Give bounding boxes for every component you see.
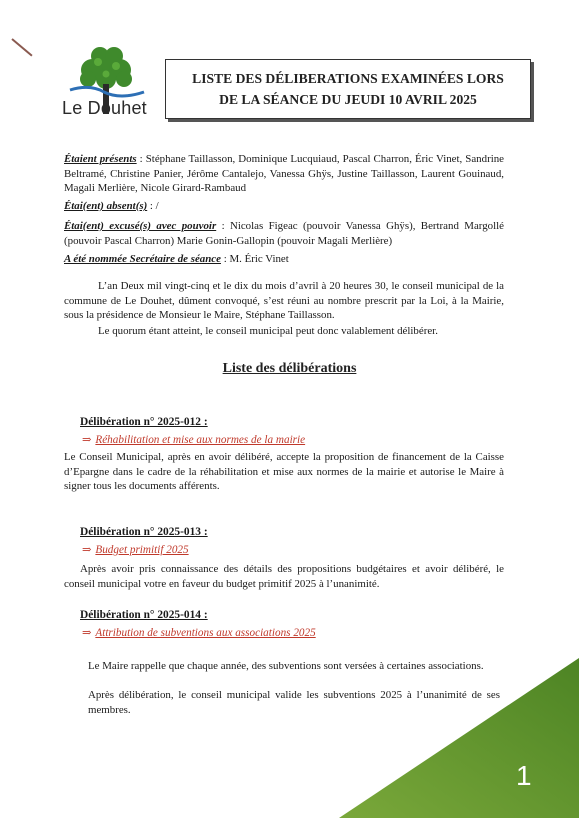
absent-text: : /	[147, 200, 159, 212]
deliberation-subject-012: ⇒ Réhabilitation et mise aux normes de la mairie	[82, 434, 306, 446]
arrow-right-icon: ⇒	[82, 434, 92, 446]
page-number: 1	[516, 760, 532, 791]
section-title: Liste des délibérations	[222, 361, 357, 376]
deliberation-heading-014: Délibération n° 2025-014 :	[80, 609, 208, 621]
quorum-paragraph: Le quorum étant atteint, le conseil municipal peut donc valablement délibérer.	[98, 325, 438, 337]
absent-members	[64, 199, 504, 214]
deliberation-body-012: Le Conseil Municipal, après en avoir délibéré, accepte la proposition de financement de la Caisse d’Epargne dans le cadre de la réhabilitation et mise aux normes de la mairie et autorise le Maire à signer tous les documents afférents.	[64, 451, 504, 493]
deliberation-body-013: Après avoir pris connaissance des détails des propositions budgétaires et avoir délibéré, le conseil municipal votre en faveur du budget primitif 2025 à l’unanimité.	[64, 563, 504, 590]
deliberation-heading-012: Délibération n° 2025-012 :	[80, 416, 208, 428]
arrow-right-icon: ⇒	[82, 544, 92, 556]
excused-text: : Nicolas Figeac (pouvoir Vanessa Ghÿs), Bertrand Margollé (pouvoir Pascal Charron) Marie Gonin-Gallopin (pouvoir Magali Merlière)	[64, 220, 504, 247]
deliberation-body-014-a: Le Maire rappelle que chaque année, des subventions sont versées à certaines associations.	[88, 660, 484, 672]
excused-label: Étai(ent) excusé(s) avec pouvoir	[64, 220, 217, 232]
intro-paragraph: L’an Deux mil vingt-cinq et le dix du mois d’avril à 20 heures 30, le conseil municipal de la commune de Le Douhet, dûment convoqué, s’est réuni au nombre prescrit par la Loi, à la Mairie, sous la présidence de Monsieur le Maire, Stéphane Taillasson.	[64, 280, 504, 322]
deliberation-subject-013: ⇒ Budget primitif 2025	[82, 544, 189, 556]
arrow-right-icon: ⇒	[82, 627, 92, 639]
title-line-2: DE LA SÉANCE DU JEUDI 10 AVRIL 2025	[219, 92, 477, 107]
present-members	[64, 152, 504, 196]
excused-members	[64, 219, 504, 248]
title-line-1: LISTE DES DÉLIBERATIONS EXAMINÉES LORS	[192, 71, 504, 86]
scan-mark	[11, 38, 32, 56]
absent-label: Étai(ent) absent(s)	[64, 200, 148, 212]
secretary-text: : M. Éric Vinet	[220, 253, 289, 265]
present-text: : Stéphane Taillasson, Dominique Lucquiaud, Pascal Charron, Éric Vinet, Sandrine Beltramé, Christine Panier, Jérôme Cantalejo, Vanessa Ghÿs, Justine Taillasson, Laurent Gouinaud, Magali Merlière, Nicole Girard-Rambaud	[64, 153, 504, 195]
document-title	[165, 59, 531, 119]
secretary-label: A été nommée Secrétaire de séance	[64, 253, 221, 265]
deliberation-heading-013: Délibération n° 2025-013 :	[80, 526, 208, 538]
present-label: Étaient présents	[64, 153, 137, 165]
deliberation-body-014-b: Après délibération, le conseil municipal valide les subventions 2025 à l’unanimité de ses membres.	[88, 689, 500, 716]
secretary	[64, 252, 504, 267]
corner-triangle-decoration	[339, 658, 579, 818]
deliberation-subject-014: ⇒ Attribution de subventions aux associations 2025	[82, 627, 316, 639]
logo-wordmark: Le Douhet	[62, 98, 147, 118]
